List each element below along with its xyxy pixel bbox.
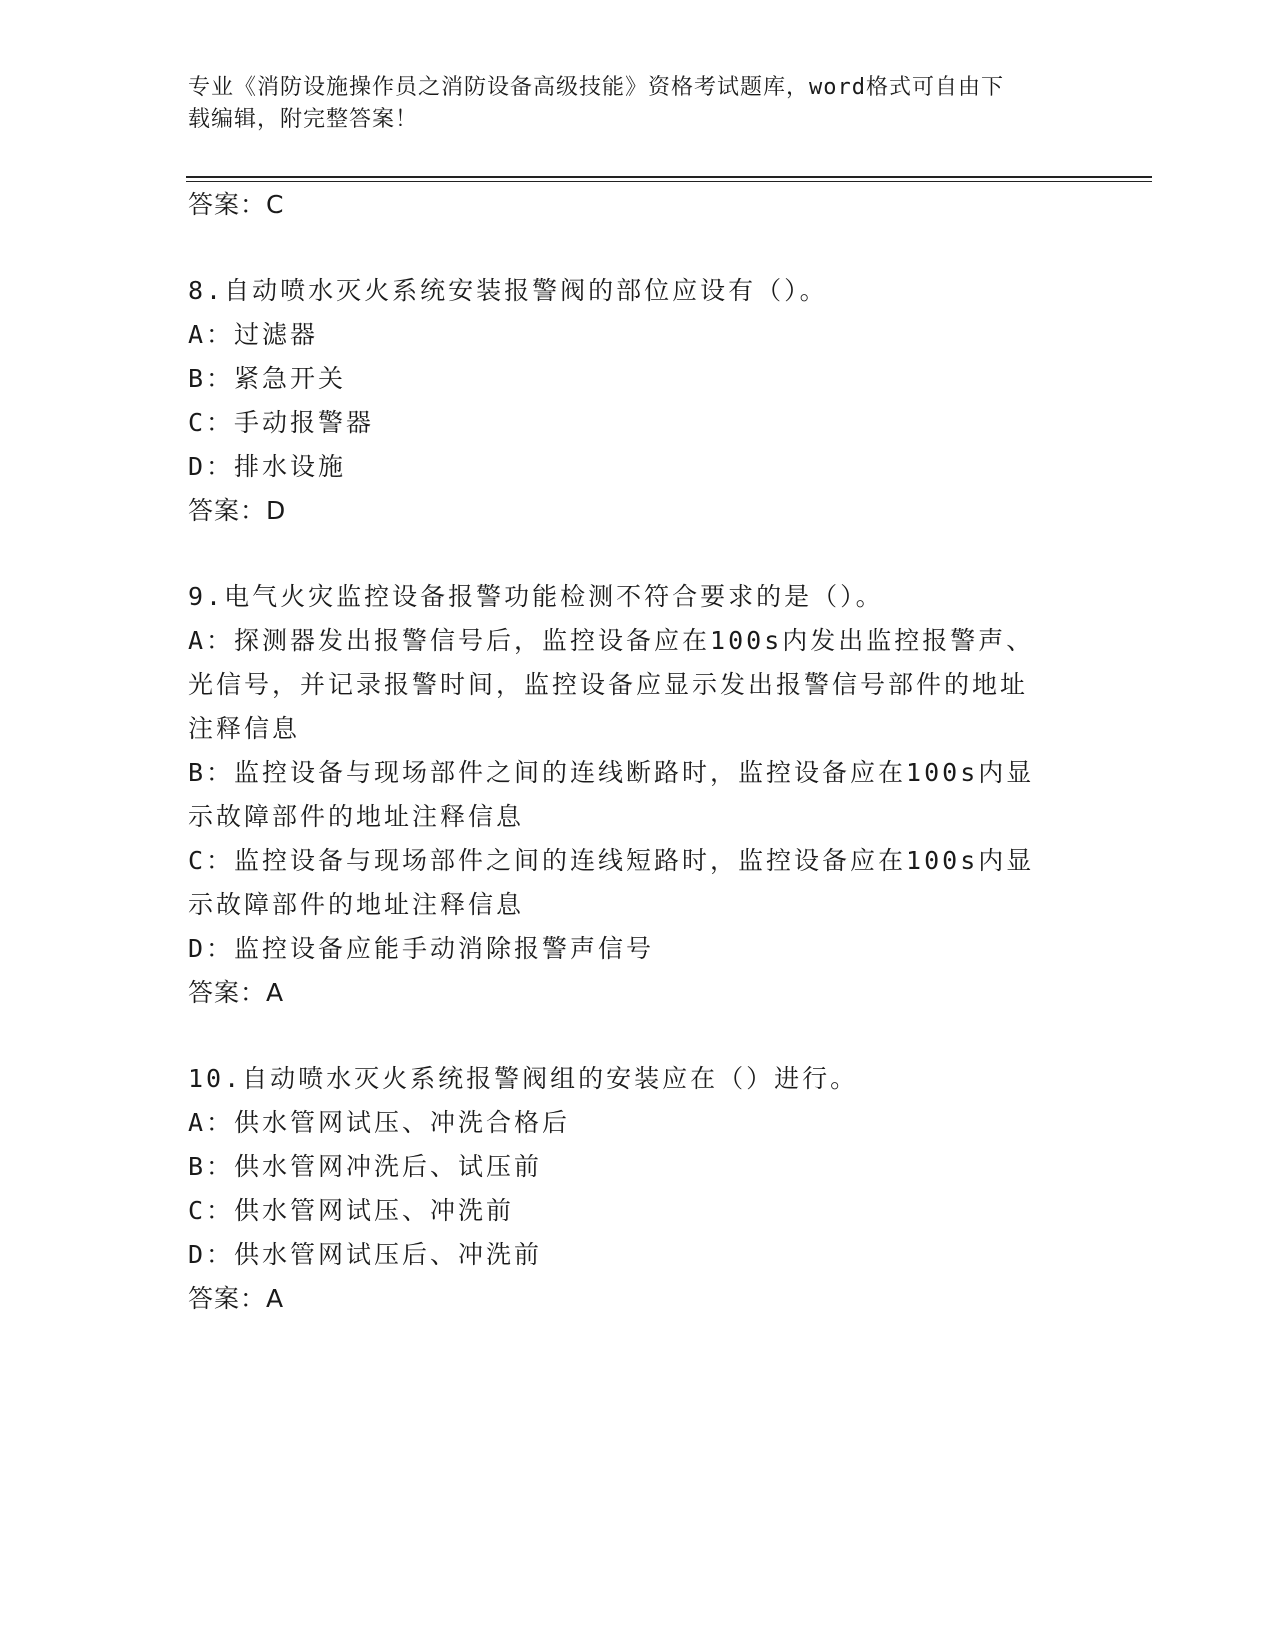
document-header <box>188 72 1068 136</box>
question-9-option-c-line-1: C：监控设备与现场部件之间的连线短路时，监控设备应在100s内显 <box>188 846 1035 875</box>
question-10-text: 10.自动喷水灭火系统报警阀组的安装应在（）进行。 <box>188 1064 859 1093</box>
question-9-option-a-line-3: 注释信息 <box>188 714 301 743</box>
question-8-option-a: A：过滤器 <box>188 320 319 349</box>
header-divider-thin <box>186 181 1152 182</box>
question-9-option-c-line-2: 示故障部件的地址注释信息 <box>188 890 525 919</box>
question-9-text: 9.电气火灾监控设备报警功能检测不符合要求的是（）。 <box>188 582 884 611</box>
question-8-option-d: D：排水设施 <box>188 452 347 481</box>
question-10-option-a: A：供水管网试压、冲洗合格后 <box>188 1108 571 1137</box>
question-9-option-b-line-2: 示故障部件的地址注释信息 <box>188 802 525 831</box>
question-10-option-c: C：供水管网试压、冲洗前 <box>188 1196 515 1225</box>
question-9-option-b-line-1: B：监控设备与现场部件之间的连线断路时，监控设备应在100s内显 <box>188 758 1035 787</box>
question-8-text: 8.自动喷水灭火系统安装报警阀的部位应设有（）。 <box>188 276 828 305</box>
question-10-option-b: B：供水管网冲洗后、试压前 <box>188 1152 543 1181</box>
question-8-option-c: C：手动报警器 <box>188 408 375 437</box>
header-line-1: 专业《消防设施操作员之消防设备高级技能》资格考试题库，word格式可自由下 <box>188 75 1004 100</box>
header-line-2: 载编辑，附完整答案！ <box>188 107 419 132</box>
previous-answer: 答案：C <box>188 190 285 219</box>
question-8-answer: 答案：D <box>188 496 287 525</box>
question-9-option-d: D：监控设备应能手动消除报警声信号 <box>188 934 655 963</box>
question-9-option-a-line-1: A：探测器发出报警信号后，监控设备应在100s内发出监控报警声、 <box>188 626 1035 655</box>
question-9-answer: 答案：A <box>188 978 285 1007</box>
question-10-option-d: D：供水管网试压后、冲洗前 <box>188 1240 543 1269</box>
header-divider-thick <box>186 176 1152 178</box>
question-8-option-b: B：紧急开关 <box>188 364 347 393</box>
question-9-option-a-line-2: 光信号，并记录报警时间，监控设备应显示发出报警信号部件的地址 <box>188 670 1029 699</box>
question-10-answer: 答案：A <box>188 1284 285 1313</box>
